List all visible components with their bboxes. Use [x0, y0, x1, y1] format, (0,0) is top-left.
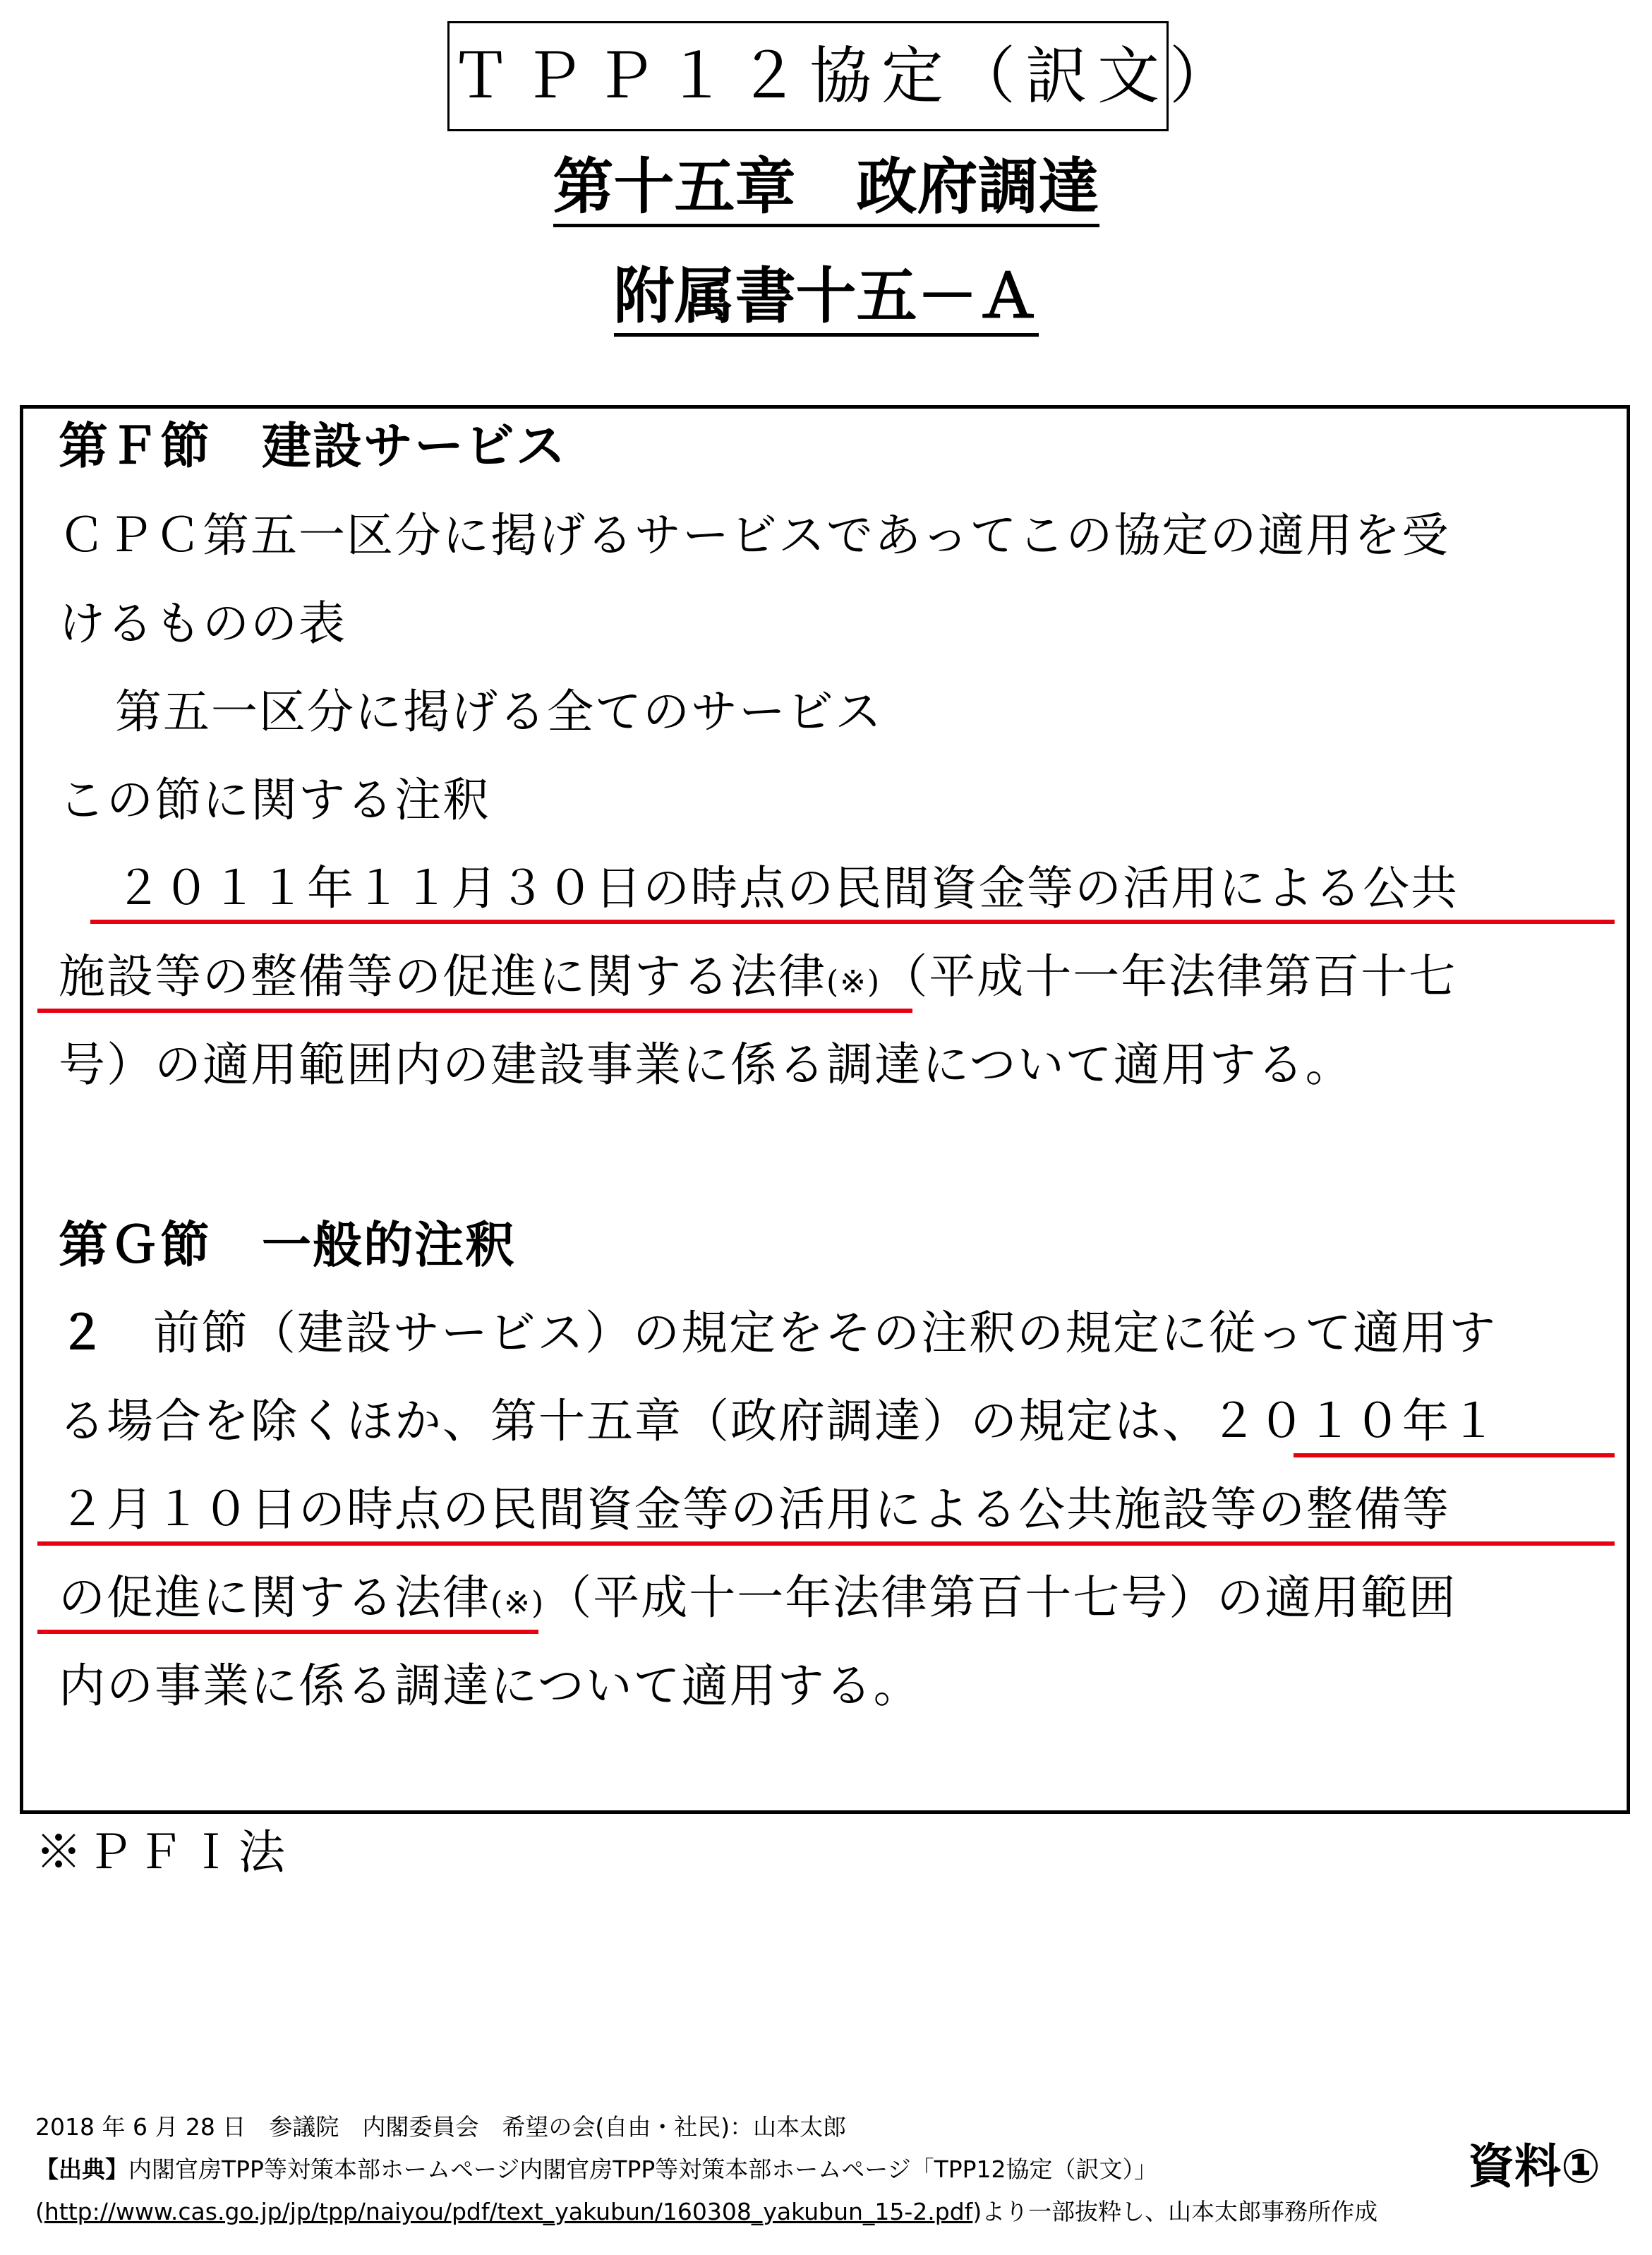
section-g-line-2: る場合を除くほか、第十五章（政府調達）の規定は、２０１０年１	[59, 1394, 1498, 1448]
annex-heading	[0, 258, 1652, 335]
highlight-underline-5	[37, 1630, 538, 1634]
footnote-ref-mark-2: (※)	[490, 1585, 545, 1621]
section-f-line-2: けるものの表	[59, 596, 346, 651]
law-number-text-2: （平成十一年法律第百十七号）の適用範囲	[545, 1570, 1457, 1625]
section-g-line-3: ２月１０日の時点の民間資金等の活用による公共施設等の整備等	[59, 1482, 1450, 1537]
section-g-heading: 第Ｇ節 一般的注釈	[59, 1216, 516, 1274]
pfi-law-name: 施設等の整備等の促進に関する法律	[59, 949, 826, 1004]
annex-heading-text: 附属書十五－Ａ	[614, 261, 1039, 337]
footer-url-line	[35, 2195, 1377, 2229]
source-label: 【出典】	[35, 2155, 128, 2183]
content-box	[20, 405, 1630, 1814]
law-number-text: （平成十一年法律第百十七	[881, 949, 1457, 1004]
section-g-line-1-text: 前節（建設サービス）の規定をその注釈の規定に従って適用す	[153, 1306, 1497, 1360]
chapter-heading	[0, 148, 1652, 226]
highlight-underline-3	[1294, 1453, 1615, 1457]
url-open-paren: (	[35, 2198, 44, 2225]
section-f-note-heading: この節に関する注釈	[59, 773, 490, 827]
section-g-line-1	[59, 1301, 1497, 1365]
footnote-ref-mark: (※)	[826, 964, 881, 1000]
highlight-underline-2	[37, 1009, 912, 1013]
source-text: 内閣官房TPP等対策本部ホームページ内閣官房TPP等対策本部ホームページ「TPP12協定（訳文）」	[128, 2155, 1158, 2183]
item-number: ２	[59, 1306, 107, 1360]
section-f-line-1: ＣＰＣ第五一区分に掲げるサービスであってこの協定の適用を受	[59, 508, 1450, 563]
section-f-line-3: 第五一区分に掲げる全てのサービス	[115, 685, 883, 739]
url-tail-text: )より一部抜粋し、山本太郎事務所作成	[972, 2198, 1378, 2225]
footer-session-info: 2018 年 6 月 28 日 参議院 内閣委員会 希望の会(自由・社民)：山本太郎	[35, 2113, 847, 2141]
highlight-underline-4	[37, 1541, 1615, 1546]
section-f-note-line-2	[59, 945, 1457, 1014]
pfi-law-name-2: の促進に関する法律	[59, 1570, 490, 1625]
section-g-line-4	[59, 1566, 1457, 1635]
footnote: ※ＰＦＩ法	[35, 1825, 289, 1880]
highlight-underline-1	[90, 920, 1615, 924]
document-title: ＴＰＰ１２協定（訳文）	[447, 21, 1169, 131]
chapter-heading-text: 第十五章 政府調達	[553, 152, 1099, 227]
section-g-line-5: 内の事業に係る調達について適用する。	[59, 1659, 922, 1713]
document-label: 資料①	[1468, 2139, 1600, 2194]
section-f-note-line-3: 号）の適用範囲内の建設事業に係る調達について適用する。	[59, 1038, 1353, 1092]
section-f-heading: 第Ｆ節 建設サービス	[59, 417, 567, 475]
footer-source	[35, 2153, 1157, 2187]
source-url-link[interactable]: http://www.cas.go.jp/jp/tpp/naiyou/pdf/text_yakubun/160308_yakubun_15-2.pdf	[44, 2198, 973, 2225]
section-f-note-line-1: ２０１１年１１月３０日の時点の民間資金等の活用による公共	[115, 861, 1459, 915]
